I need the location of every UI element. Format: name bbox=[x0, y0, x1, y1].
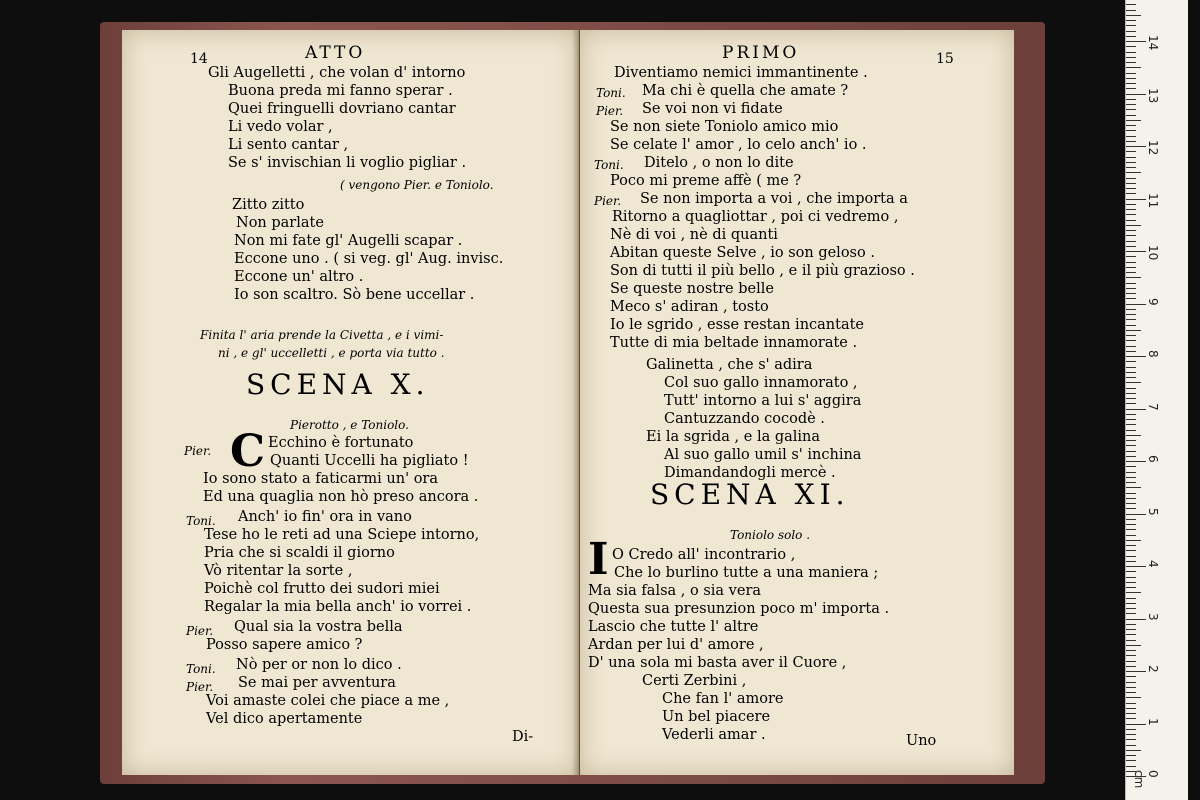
ruler-tick bbox=[1126, 288, 1136, 289]
verse-line: Non mi fate gl' Augelli scapar . bbox=[234, 233, 463, 249]
catchword: Uno bbox=[906, 733, 937, 749]
ruler-tick bbox=[1126, 62, 1136, 63]
verse-line: Zitto zitto bbox=[232, 197, 305, 213]
ruler-tick bbox=[1126, 550, 1136, 551]
ruler-tick bbox=[1126, 755, 1136, 756]
left-running-head: ATTO bbox=[305, 43, 366, 63]
ruler-number: 5 bbox=[1146, 507, 1160, 516]
ruler-tick bbox=[1126, 167, 1136, 168]
ruler-tick bbox=[1126, 241, 1136, 242]
verse-line: Al suo gallo umil s' inchina bbox=[664, 447, 862, 463]
ruler-tick bbox=[1126, 566, 1146, 567]
ruler-tick bbox=[1126, 78, 1136, 79]
ruler-tick bbox=[1126, 629, 1136, 630]
ruler-tick bbox=[1126, 708, 1136, 709]
ruler-tick bbox=[1126, 115, 1136, 116]
scene-title: SCENA X. bbox=[246, 368, 430, 401]
dialogue-line: Se voi non vi fidate bbox=[642, 101, 783, 117]
ruler-tick bbox=[1126, 367, 1136, 368]
ruler-tick bbox=[1126, 88, 1136, 89]
dialogue-line: Ritorno a quagliottar , poi ci vedremo , bbox=[612, 209, 899, 225]
ruler-tick bbox=[1126, 356, 1146, 357]
ruler-tick bbox=[1126, 272, 1136, 273]
ruler-tick bbox=[1126, 319, 1136, 320]
ruler-tick bbox=[1126, 451, 1136, 452]
right-running-head: PRIMO bbox=[722, 43, 800, 63]
ruler-tick bbox=[1126, 36, 1136, 37]
dialogue-line: Ed una quaglia non hò preso ancora . bbox=[203, 489, 479, 505]
verse-line: Tutt' intorno a lui s' aggira bbox=[664, 393, 862, 409]
dialogue-line: Se non importa a voi , che importa a bbox=[640, 191, 908, 207]
speaker-label: Pier. bbox=[186, 624, 214, 638]
ruler-tick bbox=[1126, 540, 1141, 541]
monologue-line: Lascio che tutte l' altre bbox=[588, 619, 759, 635]
ruler-tick bbox=[1126, 73, 1136, 74]
dialogue-line: Nè di voi , nè di quanti bbox=[610, 227, 778, 243]
ruler-tick bbox=[1126, 393, 1136, 394]
ruler-tick bbox=[1126, 508, 1136, 509]
ruler-tick bbox=[1126, 498, 1136, 499]
ruler-tick bbox=[1126, 31, 1136, 32]
dialogue-line: Regalar la mia bella anch' io vorrei . bbox=[204, 599, 472, 615]
dialogue-line: Diventiamo nemici immantinente . bbox=[614, 65, 868, 81]
dialogue-line: Anch' io fin' ora in vano bbox=[238, 509, 412, 525]
monologue-line: D' una sola mi basta aver il Cuore , bbox=[588, 655, 847, 671]
ruler-tick bbox=[1126, 409, 1146, 410]
ruler-tick bbox=[1126, 4, 1136, 5]
dialogue-line: Voi amaste colei che piace a me , bbox=[206, 693, 450, 709]
monologue-line: Un bel piacere bbox=[662, 709, 771, 725]
ruler-tick bbox=[1126, 382, 1141, 383]
ruler-tick bbox=[1126, 230, 1136, 231]
ruler-tick bbox=[1126, 624, 1136, 625]
ruler-tick bbox=[1126, 529, 1136, 530]
ruler-tick bbox=[1126, 466, 1136, 467]
ruler-tick bbox=[1126, 655, 1136, 656]
ruler-tick bbox=[1126, 104, 1136, 105]
ruler-tick bbox=[1126, 535, 1136, 536]
ruler-tick bbox=[1126, 440, 1136, 441]
ruler-tick bbox=[1126, 398, 1136, 399]
ruler-tick bbox=[1126, 125, 1136, 126]
catchword: Di- bbox=[512, 729, 534, 745]
verse-line: Cantuzzando cocodè . bbox=[664, 411, 825, 427]
ruler-tick bbox=[1126, 403, 1136, 404]
ruler-tick bbox=[1126, 41, 1146, 42]
dialogue-line: Se queste nostre belle bbox=[610, 281, 774, 297]
ruler-tick bbox=[1126, 608, 1136, 609]
ruler-tick bbox=[1126, 193, 1136, 194]
ruler-tick bbox=[1126, 52, 1136, 53]
ruler-tick bbox=[1126, 309, 1136, 310]
ruler-tick bbox=[1126, 713, 1136, 714]
monologue-line: Che lo burlino tutte a una maniera ; bbox=[614, 565, 879, 581]
ruler-tick bbox=[1126, 141, 1136, 142]
ruler-number: 14 bbox=[1146, 35, 1160, 51]
ruler-tick bbox=[1126, 146, 1146, 147]
ruler-tick bbox=[1126, 718, 1136, 719]
ruler-tick bbox=[1126, 582, 1136, 583]
ruler-tick bbox=[1126, 298, 1136, 299]
speaker-label: Toni. bbox=[594, 158, 624, 172]
speaker-label: Pier. bbox=[594, 194, 622, 208]
stage-direction: ni , e gl' uccelletti , e porta via tutto . bbox=[218, 346, 445, 360]
monologue-line: Ma sia falsa , o sia vera bbox=[588, 583, 762, 599]
ruler-tick bbox=[1126, 613, 1136, 614]
ruler-tick bbox=[1126, 514, 1146, 515]
dialogue-line: Tutte di mia beltade innamorate . bbox=[610, 335, 858, 351]
ruler-tick bbox=[1126, 577, 1136, 578]
dialogue-line: Vel dico apertamente bbox=[206, 711, 363, 727]
ruler-tick bbox=[1126, 445, 1136, 446]
ruler-number: 8 bbox=[1146, 350, 1160, 358]
ruler-tick bbox=[1126, 172, 1141, 173]
ruler-tick bbox=[1126, 204, 1136, 205]
ruler-tick bbox=[1126, 283, 1136, 284]
ruler-tick bbox=[1126, 587, 1136, 588]
ruler-tick bbox=[1126, 645, 1141, 646]
dialogue-line: Io le sgrido , esse restan incantate bbox=[610, 317, 865, 333]
ruler-tick bbox=[1126, 766, 1136, 767]
verse-line: Quei fringuelli dovriano cantar bbox=[228, 101, 456, 117]
verse-line: Col suo gallo innamorato , bbox=[664, 375, 858, 391]
verse-line: Io son scaltro. Sò bene uccellar . bbox=[234, 287, 475, 303]
verse-line: Buona preda mi fanno sperar . bbox=[228, 83, 453, 99]
ruler-tick bbox=[1126, 640, 1136, 641]
ruler-tick bbox=[1126, 472, 1136, 473]
ruler-tick bbox=[1126, 650, 1136, 651]
verse-line: Non parlate bbox=[236, 215, 324, 231]
speaker-label: Pier. bbox=[184, 444, 212, 458]
dialogue-line: Ma chi è quella che amate ? bbox=[642, 83, 849, 99]
ruler-tick bbox=[1126, 477, 1136, 478]
ruler-tick bbox=[1126, 430, 1136, 431]
verse-line: Eccone un' altro . bbox=[234, 269, 364, 285]
ruler-tick bbox=[1126, 214, 1136, 215]
monologue-line: O Credo all' incontrario , bbox=[612, 547, 796, 563]
dialogue-line: Son di tutti il più bello , e il più grazioso . bbox=[610, 263, 915, 279]
ruler-tick bbox=[1126, 603, 1136, 604]
left-page-number: 14 bbox=[190, 51, 208, 67]
ruler-tick bbox=[1126, 162, 1136, 163]
ruler-tick bbox=[1126, 267, 1136, 268]
ruler-tick bbox=[1126, 734, 1136, 735]
ruler-tick bbox=[1126, 188, 1136, 189]
speaker-label: Toni. bbox=[596, 86, 626, 100]
ruler-tick bbox=[1126, 729, 1136, 730]
ruler-number: 6 bbox=[1146, 455, 1160, 463]
ruler-tick bbox=[1126, 661, 1136, 662]
ruler-number: 4 bbox=[1146, 560, 1160, 568]
ruler-tick bbox=[1126, 94, 1146, 95]
dialogue-line: Pria che si scaldi il giorno bbox=[204, 545, 395, 561]
ruler-tick bbox=[1126, 493, 1136, 494]
ruler-tick bbox=[1126, 293, 1136, 294]
ruler-tick bbox=[1126, 330, 1141, 331]
ruler-tick bbox=[1126, 157, 1136, 158]
drop-cap: I bbox=[588, 534, 609, 585]
ruler-tick bbox=[1126, 682, 1136, 683]
ruler-tick bbox=[1126, 487, 1141, 488]
ruler-number: 7 bbox=[1146, 402, 1160, 411]
ruler-tick bbox=[1126, 151, 1136, 152]
monologue-line: Certi Zerbini , bbox=[642, 673, 747, 689]
ruler-number: 0 cm bbox=[1132, 770, 1160, 789]
ruler-tick bbox=[1126, 46, 1136, 47]
monologue-line: Questa sua presunzion poco m' importa . bbox=[588, 601, 890, 617]
ruler-tick bbox=[1126, 592, 1141, 593]
dialogue-line: Nò per or non lo dico . bbox=[236, 657, 402, 673]
ruler-tick bbox=[1126, 83, 1136, 84]
ruler-tick bbox=[1126, 760, 1136, 761]
ruler-tick bbox=[1126, 225, 1141, 226]
measuring-ruler bbox=[1125, 0, 1188, 800]
ruler-tick bbox=[1126, 692, 1136, 693]
verse-line: Li vedo volar , bbox=[228, 119, 333, 135]
ruler-tick bbox=[1126, 10, 1136, 11]
ruler-tick bbox=[1126, 750, 1141, 751]
ruler-tick bbox=[1126, 346, 1136, 347]
ruler-tick bbox=[1126, 703, 1136, 704]
dialogue-line: Ditelo , o non lo dite bbox=[644, 155, 794, 171]
dialogue-line: Ecchino è fortunato bbox=[268, 435, 414, 451]
scene-title: SCENA XI. bbox=[650, 478, 850, 511]
verse-line: Eccone uno . ( si veg. gl' Aug. invisc. bbox=[234, 251, 504, 267]
ruler-tick bbox=[1126, 130, 1136, 131]
dialogue-line: Se celate l' amor , lo celo anch' io . bbox=[610, 137, 867, 153]
verse-line: Se s' invischian li voglio pigliar . bbox=[228, 155, 467, 171]
verse-line: Dimandandogli mercè . bbox=[664, 465, 836, 481]
ruler-tick bbox=[1126, 377, 1136, 378]
ruler-tick bbox=[1126, 277, 1141, 278]
dialogue-line: Quanti Uccelli ha pigliato ! bbox=[270, 453, 469, 469]
ruler-tick bbox=[1126, 598, 1136, 599]
verse-line: Gli Augelletti , che volan d' intorno bbox=[208, 65, 466, 81]
ruler-tick bbox=[1126, 545, 1136, 546]
ruler-tick bbox=[1126, 67, 1141, 68]
verse-line: Li sento cantar , bbox=[228, 137, 349, 153]
ruler-tick bbox=[1126, 99, 1136, 100]
ruler-tick bbox=[1126, 745, 1136, 746]
ruler-number: 3 bbox=[1146, 612, 1160, 621]
ruler-tick bbox=[1126, 456, 1136, 457]
ruler-number: 10 bbox=[1146, 245, 1160, 261]
ruler-tick bbox=[1126, 246, 1136, 247]
ruler-tick bbox=[1126, 676, 1136, 677]
ruler-tick bbox=[1126, 340, 1136, 341]
ruler-tick bbox=[1126, 25, 1136, 26]
ruler-tick bbox=[1126, 414, 1136, 415]
dialogue-line: Posso sapere amico ? bbox=[206, 637, 363, 653]
ruler-tick bbox=[1126, 335, 1136, 336]
ruler-tick bbox=[1126, 739, 1136, 740]
ruler-tick bbox=[1126, 183, 1136, 184]
ruler-number: 12 bbox=[1146, 140, 1160, 156]
ruler-tick bbox=[1126, 519, 1136, 520]
ruler-tick bbox=[1126, 687, 1136, 688]
verse-line: Galinetta , che s' adira bbox=[646, 357, 813, 373]
ruler-tick bbox=[1126, 325, 1136, 326]
ruler-tick bbox=[1126, 503, 1136, 504]
ruler-tick bbox=[1126, 671, 1146, 672]
ruler-tick bbox=[1126, 351, 1136, 352]
dialogue-line: Tese ho le reti ad una Sciepe intorno, bbox=[204, 527, 480, 543]
ruler-tick bbox=[1126, 120, 1141, 121]
ruler-tick bbox=[1126, 697, 1141, 698]
dialogue-line: Poco mi preme affè ( me ? bbox=[610, 173, 802, 189]
ruler-tick bbox=[1126, 109, 1136, 110]
ruler-tick bbox=[1126, 619, 1146, 620]
ruler-tick bbox=[1126, 372, 1136, 373]
verse-line: Ei la sgrida , e la galina bbox=[646, 429, 821, 445]
speaker-label: Pier. bbox=[596, 104, 624, 118]
ruler-tick bbox=[1126, 461, 1146, 462]
ruler-tick bbox=[1126, 199, 1146, 200]
ruler-tick bbox=[1126, 571, 1136, 572]
ruler-tick bbox=[1126, 314, 1136, 315]
ruler-tick bbox=[1126, 666, 1136, 667]
ruler-number: 13 bbox=[1146, 87, 1160, 103]
scene-characters: Pierotto , e Toniolo. bbox=[290, 418, 409, 432]
ruler-tick bbox=[1126, 57, 1136, 58]
ruler-tick bbox=[1126, 419, 1136, 420]
speaker-label: Toni. bbox=[186, 514, 216, 528]
ruler-tick bbox=[1126, 235, 1136, 236]
ruler-tick bbox=[1126, 561, 1136, 562]
ruler-tick bbox=[1126, 15, 1141, 16]
right-page-number: 15 bbox=[936, 51, 954, 67]
ruler-tick bbox=[1126, 209, 1136, 210]
ruler-tick bbox=[1126, 20, 1136, 21]
dialogue-line: Abitan queste Selve , io son geloso . bbox=[610, 245, 875, 261]
ruler-tick bbox=[1126, 524, 1136, 525]
scene-characters: Toniolo solo . bbox=[730, 528, 811, 542]
ruler-tick bbox=[1126, 724, 1146, 725]
dialogue-line: Vò ritentar la sorte , bbox=[204, 563, 353, 579]
stage-direction: Finita l' aria prende la Civetta , e i vimi- bbox=[200, 328, 444, 342]
ruler-tick bbox=[1126, 435, 1141, 436]
stage-note: ( vengono Pier. e Toniolo. bbox=[340, 178, 494, 192]
ruler-tick bbox=[1126, 136, 1136, 137]
dialogue-line: Io sono stato a faticarmi un' ora bbox=[203, 471, 438, 487]
ruler-tick bbox=[1126, 634, 1136, 635]
monologue-line: Che fan l' amore bbox=[662, 691, 784, 707]
drop-cap: C bbox=[230, 426, 266, 477]
ruler-tick bbox=[1126, 178, 1136, 179]
ruler-tick bbox=[1126, 220, 1136, 221]
monologue-line: Ardan per lui d' amore , bbox=[588, 637, 764, 653]
speaker-label: Toni. bbox=[186, 662, 216, 676]
ruler-number: 9 bbox=[1146, 297, 1160, 306]
ruler-tick bbox=[1126, 388, 1136, 389]
ruler-tick bbox=[1126, 424, 1136, 425]
dialogue-line: Poichè col frutto dei sudori miei bbox=[204, 581, 440, 597]
dialogue-line: Meco s' adiran , tosto bbox=[610, 299, 769, 315]
ruler-tick bbox=[1126, 482, 1136, 483]
ruler-number: 2 bbox=[1146, 665, 1160, 673]
ruler-tick bbox=[1126, 304, 1146, 305]
ruler-tick bbox=[1126, 556, 1136, 557]
dialogue-line: Se non siete Toniolo amico mio bbox=[610, 119, 839, 135]
ruler-tick bbox=[1126, 251, 1146, 252]
ruler-tick bbox=[1126, 361, 1136, 362]
ruler-number: 1 bbox=[1146, 717, 1160, 726]
ruler-number: 11 bbox=[1146, 192, 1160, 208]
dialogue-line: Se mai per avventura bbox=[238, 675, 396, 691]
dialogue-line: Qual sia la vostra bella bbox=[234, 619, 403, 635]
ruler-tick bbox=[1126, 262, 1136, 263]
speaker-label: Pier. bbox=[186, 680, 214, 694]
ruler-tick bbox=[1126, 256, 1136, 257]
monologue-line: Vederli amar . bbox=[662, 727, 766, 743]
